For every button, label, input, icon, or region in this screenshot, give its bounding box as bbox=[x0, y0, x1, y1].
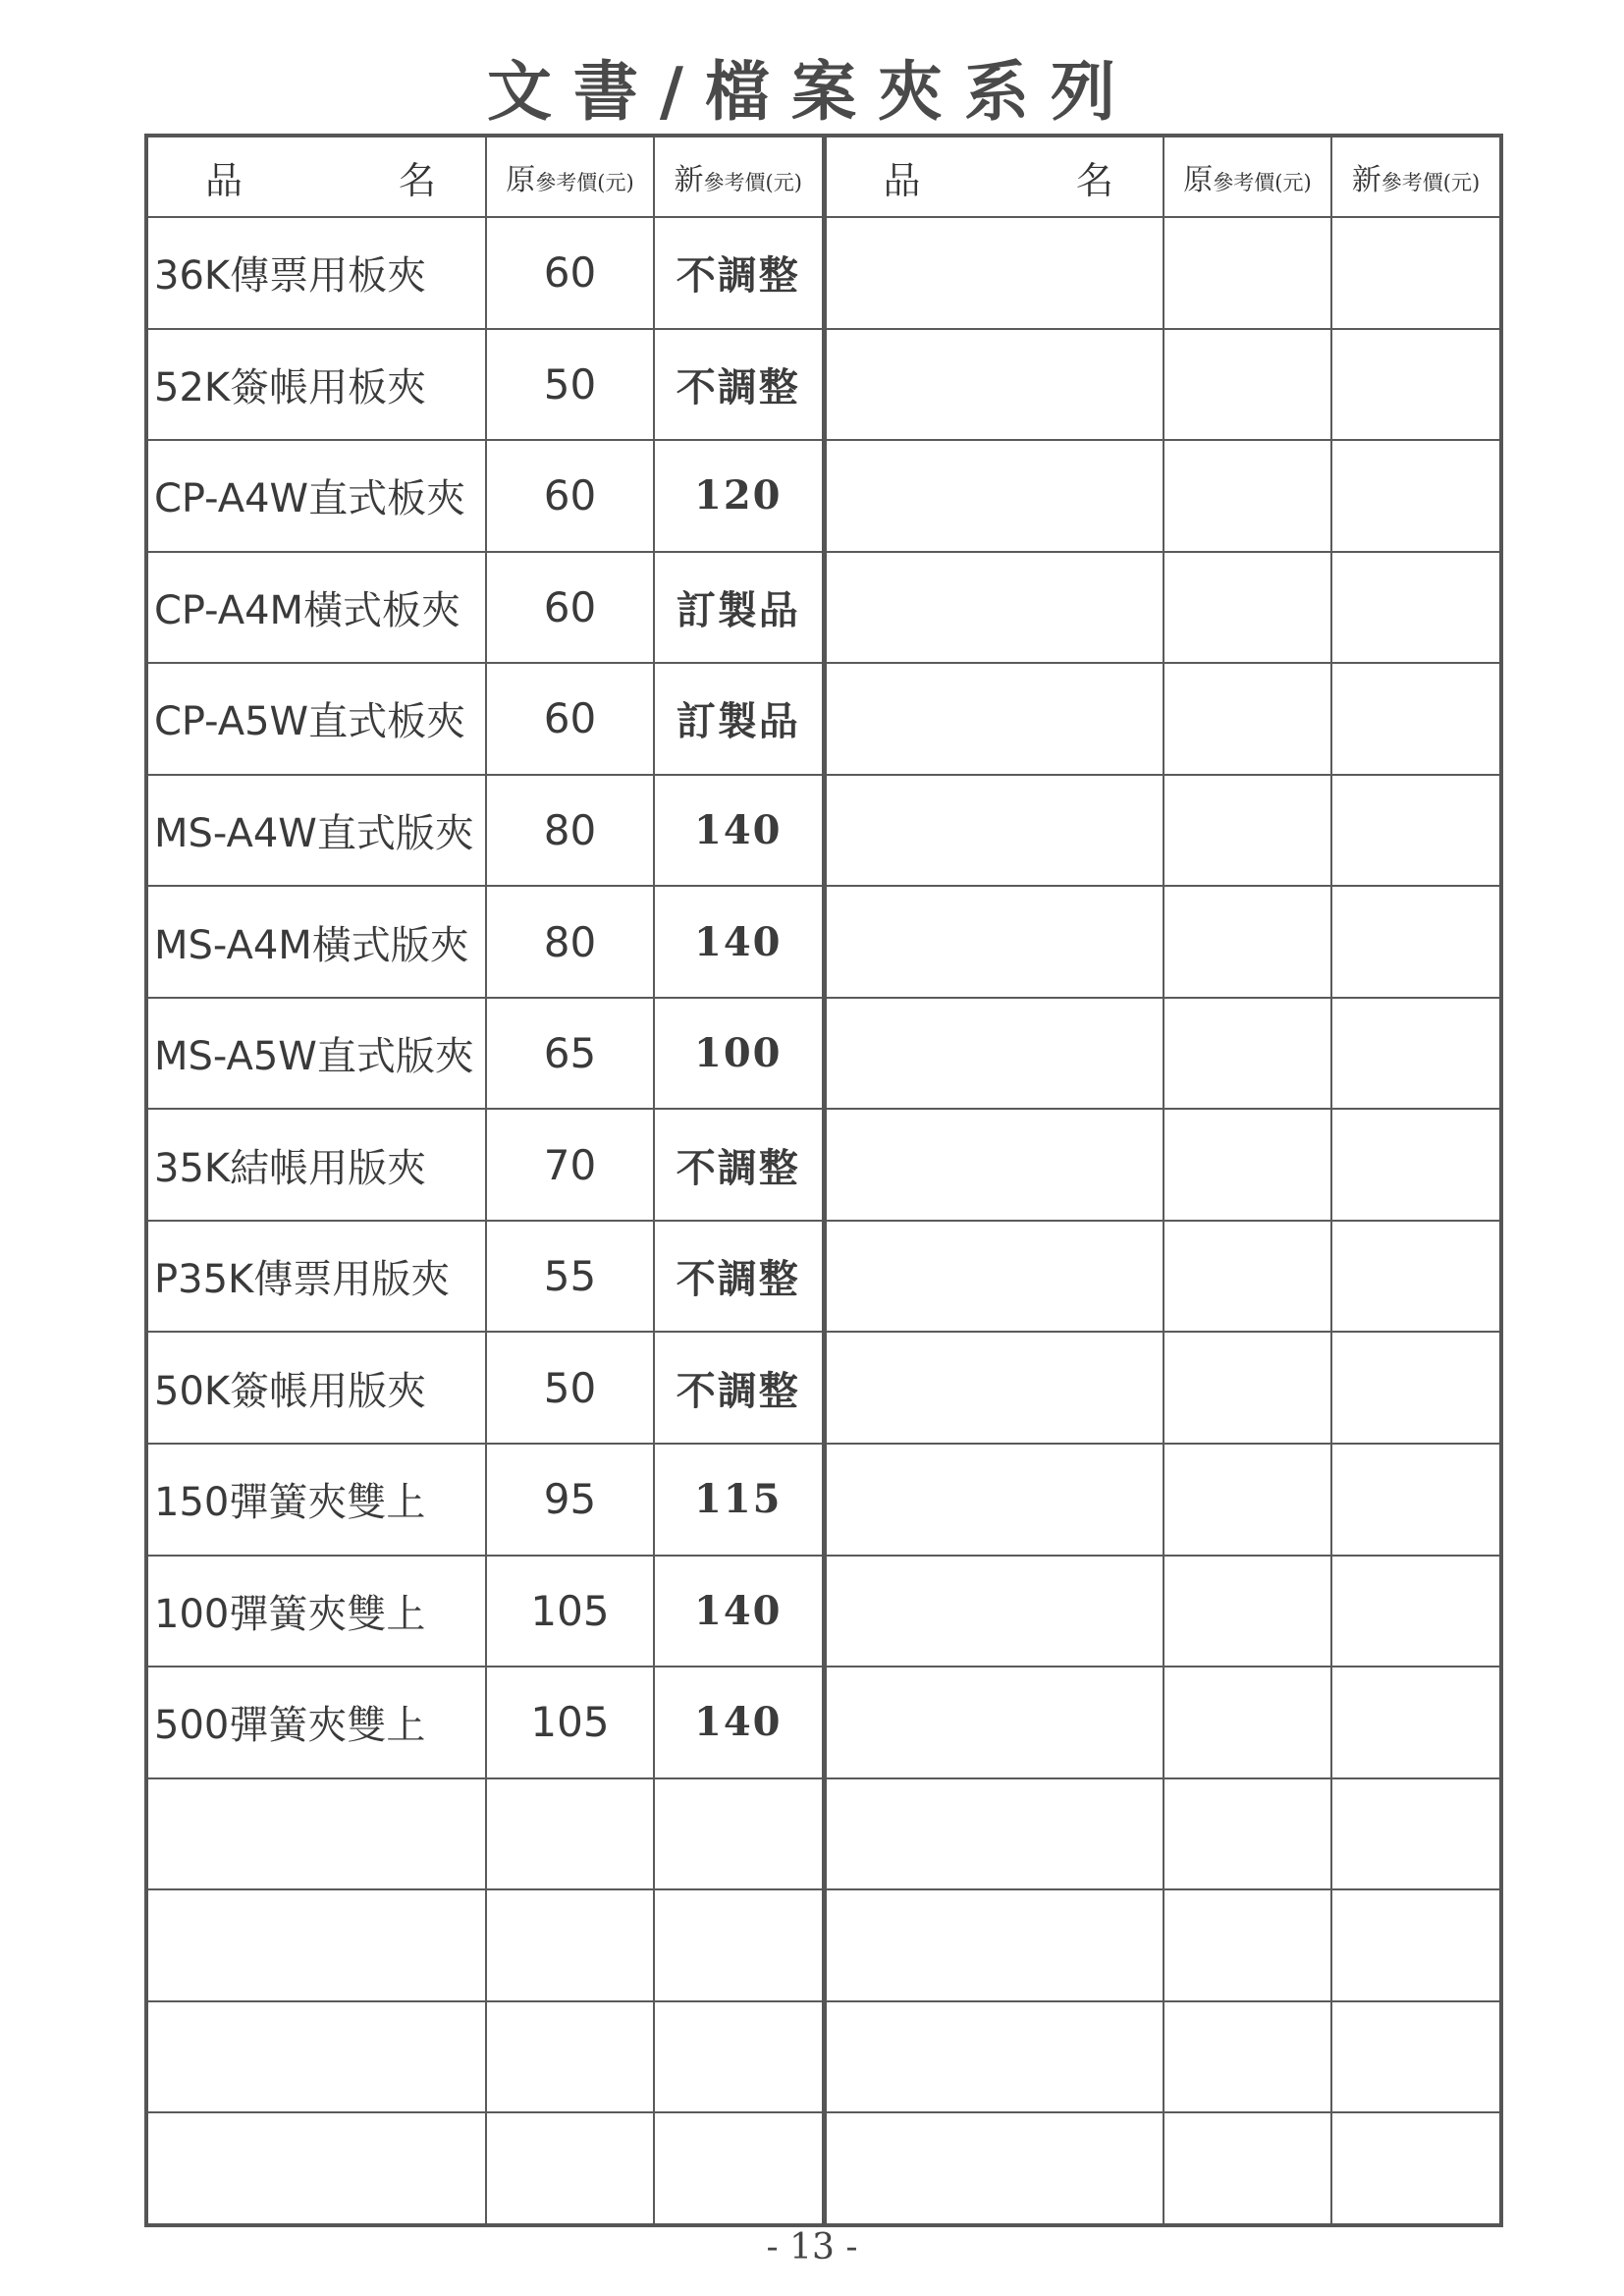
new-price-cell: 120 bbox=[654, 440, 824, 552]
empty-name-cell bbox=[824, 1778, 1164, 1890]
empty-new-price-cell bbox=[1331, 1556, 1501, 1667]
empty-name-cell bbox=[824, 217, 1164, 329]
product-name-header-right: 名 bbox=[398, 158, 436, 202]
empty-original-price-cell bbox=[1164, 2112, 1331, 2225]
empty-name-cell bbox=[824, 886, 1164, 998]
new-price-cell: 訂製品 bbox=[654, 663, 824, 775]
original-price-cell: 105 bbox=[486, 1667, 654, 1778]
empty-new-price-cell bbox=[1331, 775, 1501, 887]
empty-original-price-cell bbox=[486, 1778, 654, 1890]
original-price-cell: 60 bbox=[486, 663, 654, 775]
product-name-cell: CP-A5W直式板夾 bbox=[146, 663, 486, 775]
table-row bbox=[146, 329, 1501, 441]
empty-new-price-cell bbox=[1331, 1109, 1501, 1221]
new-price-cell: 不調整 bbox=[654, 1109, 824, 1221]
empty-new-price-cell bbox=[1331, 552, 1501, 664]
product-name-header-2-right: 名 bbox=[1075, 158, 1113, 202]
empty-name-cell bbox=[824, 329, 1164, 441]
original-price-cell: 50 bbox=[486, 1332, 654, 1444]
empty-new-price-cell bbox=[654, 2112, 824, 2225]
table-row bbox=[146, 1667, 1501, 1778]
new-price-cell: 140 bbox=[654, 886, 824, 998]
empty-name-cell bbox=[824, 998, 1164, 1110]
table-body bbox=[146, 217, 1501, 2225]
original-price-cell: 80 bbox=[486, 775, 654, 887]
product-name-header-left: 品 bbox=[205, 158, 244, 202]
product-name-cell: MS-A4M橫式版夾 bbox=[146, 886, 486, 998]
product-name-header-2 bbox=[824, 136, 1164, 217]
original-price-cell: 80 bbox=[486, 886, 654, 998]
product-name-cell: 100彈簧夾雙上 bbox=[146, 1556, 486, 1667]
empty-name-cell bbox=[824, 663, 1164, 775]
new-price-cell: 140 bbox=[654, 1667, 824, 1778]
original-price-cell: 60 bbox=[486, 217, 654, 329]
empty-name-cell bbox=[824, 1889, 1164, 2001]
table-row bbox=[146, 998, 1501, 1110]
empty-original-price-cell bbox=[486, 1889, 654, 2001]
empty-name-cell bbox=[824, 1221, 1164, 1333]
empty-name-cell bbox=[824, 1444, 1164, 1556]
empty-new-price-cell bbox=[1331, 329, 1501, 441]
original-price-header-2 bbox=[1164, 136, 1331, 217]
new-price-header-main: 新 bbox=[674, 163, 704, 197]
original-price-header-2-main: 原 bbox=[1183, 163, 1214, 197]
table-row bbox=[146, 1221, 1501, 1333]
empty-table-row bbox=[146, 1778, 1501, 1890]
original-price-header-2-sub: 參考價(元) bbox=[1213, 171, 1312, 194]
original-price-header bbox=[486, 136, 654, 217]
product-name-cell: 36K傳票用板夾 bbox=[146, 217, 486, 329]
empty-new-price-cell bbox=[1331, 1889, 1501, 2001]
product-name-cell: 50K簽帳用版夾 bbox=[146, 1332, 486, 1444]
table-row bbox=[146, 440, 1501, 552]
product-name-cell: MS-A4W直式版夾 bbox=[146, 775, 486, 887]
new-price-header-2 bbox=[1331, 136, 1501, 217]
empty-name-cell bbox=[824, 440, 1164, 552]
table-header-row bbox=[146, 136, 1501, 217]
original-price-cell: 105 bbox=[486, 1556, 654, 1667]
empty-new-price-cell bbox=[1331, 2112, 1501, 2225]
empty-original-price-cell bbox=[1164, 217, 1331, 329]
new-price-cell: 不調整 bbox=[654, 217, 824, 329]
original-price-cell: 65 bbox=[486, 998, 654, 1110]
empty-original-price-cell bbox=[1164, 998, 1331, 1110]
product-name-cell: 52K簽帳用板夾 bbox=[146, 329, 486, 441]
original-price-cell: 55 bbox=[486, 1221, 654, 1333]
table-row bbox=[146, 217, 1501, 329]
empty-name-cell bbox=[146, 2112, 486, 2225]
empty-new-price-cell bbox=[1331, 1667, 1501, 1778]
product-name-cell: CP-A4W直式板夾 bbox=[146, 440, 486, 552]
empty-new-price-cell bbox=[1331, 1778, 1501, 1890]
empty-name-cell bbox=[824, 552, 1164, 664]
original-price-cell: 95 bbox=[486, 1444, 654, 1556]
empty-original-price-cell bbox=[1164, 329, 1331, 441]
empty-name-cell bbox=[146, 2001, 486, 2113]
empty-new-price-cell bbox=[654, 1778, 824, 1890]
new-price-cell: 140 bbox=[654, 1556, 824, 1667]
table-row bbox=[146, 1444, 1501, 1556]
price-table bbox=[144, 134, 1503, 2227]
empty-table-row bbox=[146, 2112, 1501, 2225]
empty-name-cell bbox=[824, 2001, 1164, 2113]
empty-name-cell bbox=[824, 1667, 1164, 1778]
product-name-cell: 35K結帳用版夾 bbox=[146, 1109, 486, 1221]
empty-new-price-cell bbox=[654, 2001, 824, 2113]
new-price-header-sub: 參考價(元) bbox=[703, 171, 802, 194]
empty-new-price-cell bbox=[1331, 2001, 1501, 2113]
empty-new-price-cell bbox=[1331, 440, 1501, 552]
empty-new-price-cell bbox=[1331, 1332, 1501, 1444]
table-row bbox=[146, 775, 1501, 887]
table-row bbox=[146, 1332, 1501, 1444]
new-price-cell: 不調整 bbox=[654, 1332, 824, 1444]
new-price-header bbox=[654, 136, 824, 217]
table-row bbox=[146, 552, 1501, 664]
empty-new-price-cell bbox=[1331, 663, 1501, 775]
product-name-header-2-left: 品 bbox=[883, 158, 921, 202]
empty-original-price-cell bbox=[1164, 1109, 1331, 1221]
product-name-cell: P35K傳票用版夾 bbox=[146, 1221, 486, 1333]
table-row bbox=[146, 886, 1501, 998]
new-price-cell: 100 bbox=[654, 998, 824, 1110]
empty-name-cell bbox=[824, 2112, 1164, 2225]
new-price-header-2-main: 新 bbox=[1351, 163, 1381, 197]
empty-name-cell bbox=[824, 1556, 1164, 1667]
table-row bbox=[146, 663, 1501, 775]
original-price-cell: 70 bbox=[486, 1109, 654, 1221]
empty-table-row bbox=[146, 2001, 1501, 2113]
new-price-header-2-sub: 參考價(元) bbox=[1380, 171, 1481, 194]
empty-original-price-cell bbox=[1164, 440, 1331, 552]
original-price-cell: 60 bbox=[486, 440, 654, 552]
empty-new-price-cell bbox=[1331, 1221, 1501, 1333]
empty-new-price-cell bbox=[1331, 998, 1501, 1110]
empty-original-price-cell bbox=[1164, 1778, 1331, 1890]
table-row bbox=[146, 1109, 1501, 1221]
product-name-cell: MS-A5W直式版夾 bbox=[146, 998, 486, 1110]
empty-table-row bbox=[146, 1889, 1501, 2001]
product-name-cell: CP-A4M橫式板夾 bbox=[146, 552, 486, 664]
new-price-cell: 115 bbox=[654, 1444, 824, 1556]
empty-original-price-cell bbox=[1164, 1667, 1331, 1778]
new-price-cell: 140 bbox=[654, 775, 824, 887]
table-row bbox=[146, 1556, 1501, 1667]
original-price-header-sub: 參考價(元) bbox=[535, 171, 634, 194]
empty-new-price-cell bbox=[1331, 217, 1501, 329]
empty-new-price-cell bbox=[654, 1889, 824, 2001]
empty-new-price-cell bbox=[1331, 1444, 1501, 1556]
empty-new-price-cell bbox=[1331, 886, 1501, 998]
empty-name-cell bbox=[824, 1332, 1164, 1444]
empty-original-price-cell bbox=[1164, 775, 1331, 887]
empty-original-price-cell bbox=[1164, 2001, 1331, 2113]
original-price-cell: 50 bbox=[486, 329, 654, 441]
new-price-cell: 不調整 bbox=[654, 329, 824, 441]
empty-original-price-cell bbox=[1164, 1444, 1331, 1556]
page-title: 文書/檔案夾系列 bbox=[486, 53, 1138, 130]
original-price-header-main: 原 bbox=[506, 163, 536, 197]
product-name-header bbox=[146, 136, 486, 217]
product-name-cell: 150彈簧夾雙上 bbox=[146, 1444, 486, 1556]
new-price-cell: 不調整 bbox=[654, 1221, 824, 1333]
empty-original-price-cell bbox=[1164, 1332, 1331, 1444]
empty-original-price-cell bbox=[1164, 1556, 1331, 1667]
empty-name-cell bbox=[824, 1109, 1164, 1221]
new-price-cell: 訂製品 bbox=[654, 552, 824, 664]
empty-original-price-cell bbox=[1164, 886, 1331, 998]
product-name-cell: 500彈簧夾雙上 bbox=[146, 1667, 486, 1778]
empty-name-cell bbox=[146, 1889, 486, 2001]
empty-original-price-cell bbox=[486, 2001, 654, 2113]
original-price-cell: 60 bbox=[486, 552, 654, 664]
empty-original-price-cell bbox=[1164, 1889, 1331, 2001]
empty-original-price-cell bbox=[1164, 1221, 1331, 1333]
empty-name-cell bbox=[146, 1778, 486, 1890]
page-number: - 13 - bbox=[766, 2227, 858, 2268]
empty-original-price-cell bbox=[1164, 663, 1331, 775]
empty-original-price-cell bbox=[1164, 552, 1331, 664]
empty-name-cell bbox=[824, 775, 1164, 887]
empty-original-price-cell bbox=[486, 2112, 654, 2225]
